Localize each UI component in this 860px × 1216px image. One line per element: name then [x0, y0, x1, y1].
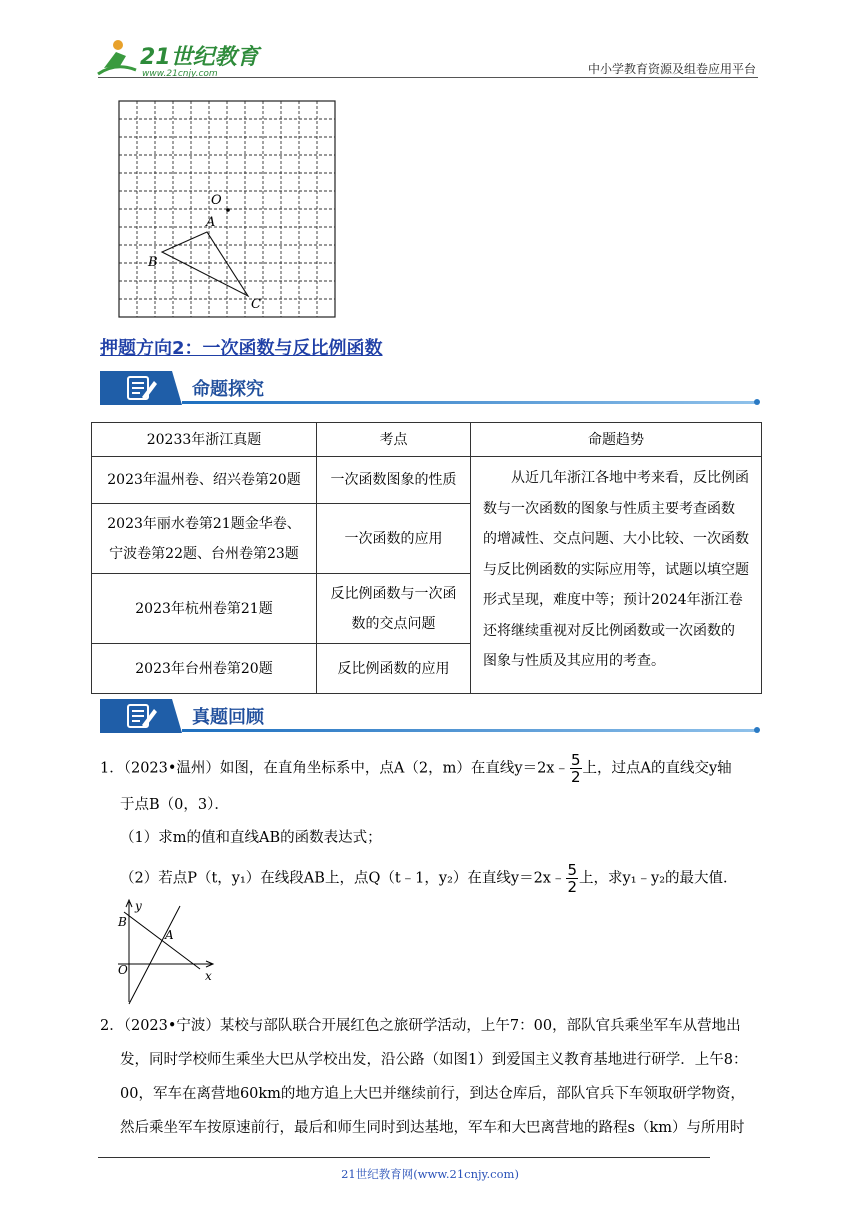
point-o	[226, 208, 230, 212]
exam-analysis-table	[91, 422, 762, 694]
table-cell-trend: 从近几年浙江各地中考来看，反比例函 数与一次函数的图象与性质主要考查函数 的增减性、交点问题、大小比较、一次函数 与反比例函数的实际应用等，试题以填空题 形式呈现，难度中等；预计2024年浙江卷 还将继续重视对反比例函数或一次函数的 图象与性质及其应用的考查。	[471, 457, 762, 694]
site-logo	[96, 36, 266, 80]
q1-coordinate-figure	[112, 898, 222, 1010]
svg-text:21世纪教育: 21世纪教育	[140, 45, 259, 70]
fraction-5-2: $\frac{5}{2}$	[570, 751, 581, 786]
footer-link[interactable]: 21世纪教育网(www.21cnjy.com)	[341, 1167, 519, 1181]
table-cell-point: 反比例函数与一次函 数的交点问题	[317, 574, 471, 644]
table-cell-exam: 2023年温州卷、绍兴卷第20题	[92, 457, 317, 504]
footer-rule	[98, 1157, 710, 1158]
q2-line2: 发，同时学校师生乘坐大巴从学校出发，沿公路（如图1）到爱国主义教育基地进行研学．上午8：	[120, 1052, 748, 1068]
fraction-5-2: $\frac{5}{2}$	[567, 861, 578, 896]
svg-text:B: B	[118, 915, 127, 929]
table-cell-exam: 2023年丽水卷第21题金华卷、 宁波卷第22题、台州卷第23题	[92, 504, 317, 574]
label-a: A	[206, 215, 216, 230]
banner-proposition: 命题探究	[100, 371, 760, 407]
banner-review: 真题回顾	[100, 699, 760, 735]
q2-line3: 00，军车在离营地60km的地方追上大巴并继续前行，到达仓库后，部队官兵下车领取研学物资，	[120, 1086, 745, 1102]
grid-triangle-figure	[118, 100, 338, 322]
header-platform-text: 中小学教育资源及组卷应用平台	[587, 62, 756, 76]
table-header: 命题趋势	[471, 423, 762, 457]
q1-part1: （1）求m的值和直线AB的函数表达式；	[120, 830, 382, 846]
svg-text:O: O	[118, 963, 128, 977]
header-rule	[98, 77, 758, 78]
edit-icon	[100, 699, 182, 733]
triangle-abc	[162, 232, 248, 296]
label-b: B	[148, 255, 158, 270]
q1-line2: 于点B（0，3）．	[120, 797, 229, 813]
label-c: C	[251, 297, 261, 312]
q2-line4: 然后乘坐军车按原速前行，最后和师生同时到达基地，军车和大巴离营地的路程s（km）与所用时	[120, 1120, 745, 1136]
table-cell-point: 一次函数图象的性质	[317, 457, 471, 504]
q1-part2: （2）若点P（t，y₁）在线段AB上，点Q（t﹣1，y₂）在直线y＝2x﹣ $\frac{5}{2}$ 上，求y₁﹣y₂的最大值．	[120, 861, 738, 896]
table-cell-point: 一次函数的应用	[317, 504, 471, 574]
q1-line1: 1．（2023•温州）如图，在直角坐标系中，点A（2，m）在直线y＝2x﹣ $\frac{5}{2}$ 上，过点A的直线交y轴	[100, 751, 732, 786]
section-title: 押题方向2：一次函数与反比例函数	[100, 338, 383, 359]
svg-text:y: y	[135, 899, 142, 913]
table-cell-exam: 2023年杭州卷第21题	[92, 574, 317, 644]
edit-icon	[100, 371, 182, 405]
svg-text:A: A	[165, 928, 174, 942]
table-cell-exam: 2023年台州卷第20题	[92, 644, 317, 694]
svg-text:www.21cnjy.com: www.21cnjy.com	[142, 69, 218, 79]
svg-text:x: x	[205, 969, 212, 983]
table-header: 考点	[317, 423, 471, 457]
table-cell-point: 反比例函数的应用	[317, 644, 471, 694]
label-o: O	[211, 193, 222, 208]
table-header: 20233年浙江真题	[92, 423, 317, 457]
q2-line1: 2．（2023•宁波）某校与部队联合开展红色之旅研学活动，上午7：00，部队官兵乘坐军车从营地出	[100, 1018, 741, 1034]
